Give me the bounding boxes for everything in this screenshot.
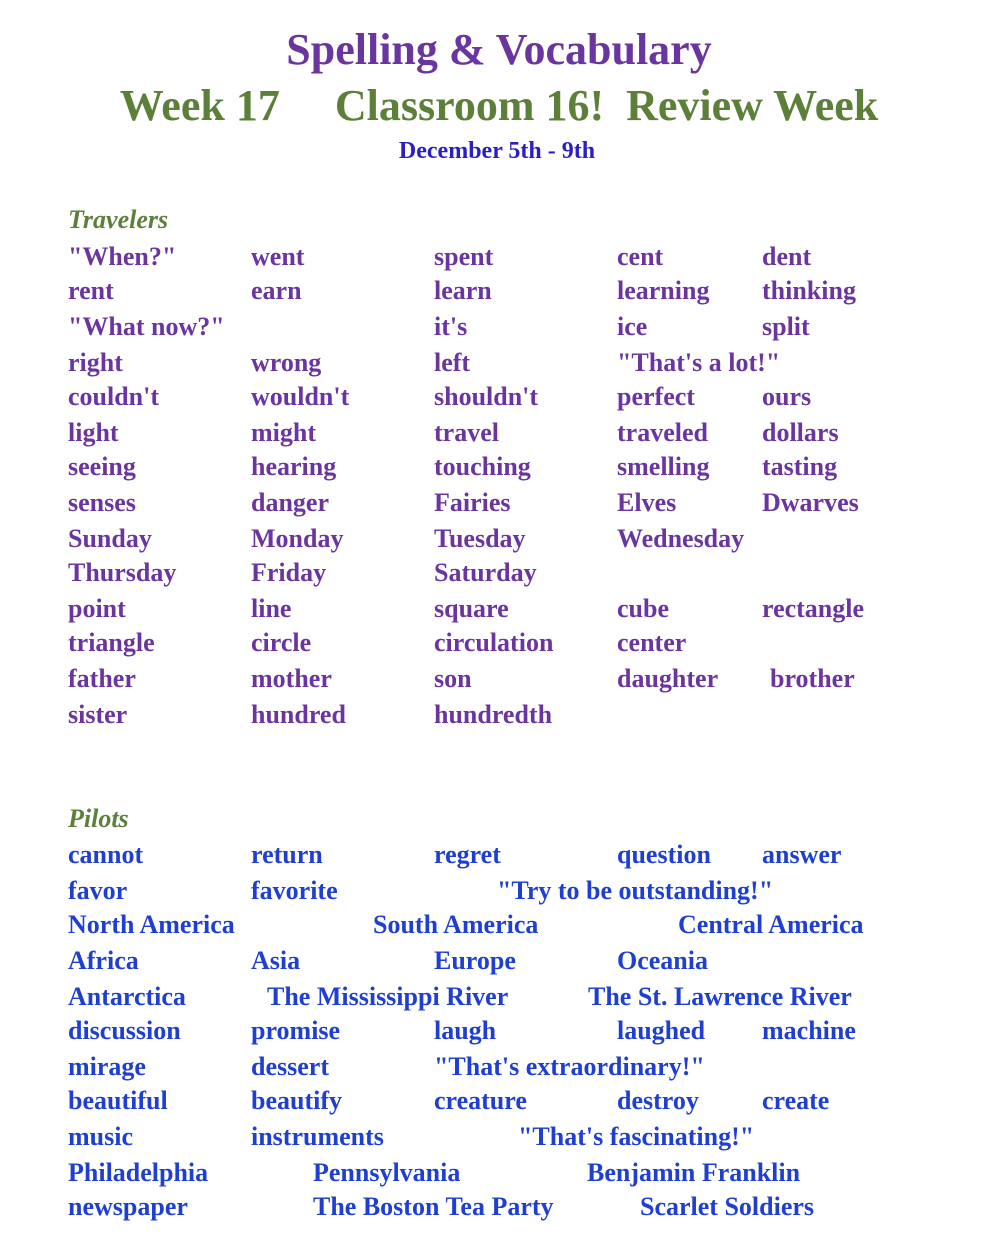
vocab-word: hundred — [251, 700, 346, 729]
vocab-word: create — [762, 1086, 830, 1115]
vocab-word: Central America — [678, 910, 864, 939]
vocab-word: beautiful — [68, 1086, 168, 1115]
vocab-word: dollars — [762, 418, 839, 447]
vocab-word: center — [617, 628, 687, 657]
vocab-word: went — [251, 242, 305, 271]
vocab-word: touching — [434, 452, 531, 481]
vocab-word: it's — [434, 312, 468, 341]
vocab-word: mother — [251, 664, 332, 693]
vocab-word: Benjamin Franklin — [587, 1158, 801, 1187]
vocab-word: Philadelphia — [68, 1158, 209, 1187]
vocab-word: couldn't — [68, 382, 160, 411]
vocab-word: "That's a lot!" — [617, 348, 781, 377]
vocab-word: favorite — [251, 876, 338, 905]
vocab-word: South America — [373, 910, 539, 939]
vocab-word: point — [68, 594, 126, 623]
vocab-word: left — [434, 348, 471, 377]
vocab-word: discussion — [68, 1016, 181, 1045]
page-title: Spelling & Vocabulary — [286, 25, 712, 74]
vocab-word: seeing — [68, 452, 136, 481]
vocab-word: Wednesday — [617, 524, 745, 553]
vocab-word: light — [68, 418, 119, 447]
vocab-word: daughter — [617, 664, 719, 693]
vocab-word: wrong — [251, 348, 322, 377]
vocab-word: circulation — [434, 628, 554, 657]
vocab-word: music — [68, 1122, 133, 1151]
vocab-word: Africa — [68, 946, 139, 975]
vocab-word: The Boston Tea Party — [313, 1192, 554, 1221]
vocab-word: line — [251, 594, 292, 623]
vocab-word: hundredth — [434, 700, 553, 729]
section-label-pilots: Pilots — [68, 804, 129, 833]
vocab-word: travel — [434, 418, 499, 447]
vocab-word: cent — [617, 242, 664, 271]
vocab-word: learning — [617, 276, 710, 305]
date-range: December 5th - 9th — [398, 138, 596, 164]
vocab-word: "Try to be outstanding!" — [497, 876, 774, 905]
vocab-word: rectangle — [762, 594, 865, 623]
vocab-word: Asia — [251, 946, 301, 975]
vocab-word: son — [434, 664, 472, 693]
vocab-word: beautify — [251, 1086, 342, 1115]
vocab-word: Europe — [434, 946, 516, 975]
vocab-word: dessert — [251, 1052, 329, 1081]
vocab-word: instruments — [251, 1122, 384, 1151]
vocab-word: rent — [68, 276, 114, 305]
week-subtitle: Week 17 Classroom 16! Review Week — [119, 81, 879, 130]
vocab-word: brother — [770, 664, 855, 693]
vocab-word: circle — [251, 628, 312, 657]
vocab-word: Pennsylvania — [313, 1158, 461, 1187]
vocab-word: favor — [68, 876, 128, 905]
vocab-word: Antarctica — [68, 982, 186, 1011]
vocab-word: regret — [434, 840, 501, 869]
vocab-word: return — [251, 840, 323, 869]
vocab-word: Elves — [617, 488, 677, 517]
vocab-word: earn — [251, 276, 302, 305]
vocab-word: ice — [617, 312, 648, 341]
vocab-word: sister — [68, 700, 128, 729]
vocab-word: thinking — [762, 276, 856, 305]
vocab-word: "That's extraordinary!" — [434, 1052, 705, 1081]
vocab-word: Sunday — [68, 524, 152, 553]
vocab-word: learn — [434, 276, 492, 305]
vocab-word: triangle — [68, 628, 155, 657]
vocab-word: might — [251, 418, 316, 447]
vocab-word: cannot — [68, 840, 144, 869]
vocab-word: mirage — [68, 1052, 146, 1081]
vocab-word: Monday — [251, 524, 344, 553]
vocab-word: smelling — [617, 452, 710, 481]
vocab-word: creature — [434, 1086, 527, 1115]
vocab-word: laughed — [617, 1016, 706, 1045]
vocab-word: "When?" — [68, 242, 177, 271]
vocab-word: tasting — [762, 452, 838, 481]
vocab-word: right — [68, 348, 123, 377]
vocab-word: square — [434, 594, 509, 623]
vocab-word: traveled — [617, 418, 708, 447]
vocab-word: father — [68, 664, 136, 693]
vocab-word: promise — [251, 1016, 341, 1045]
vocab-word: newspaper — [68, 1192, 188, 1221]
vocab-word: ours — [762, 382, 812, 411]
vocab-word: machine — [762, 1016, 856, 1045]
vocab-word: answer — [762, 840, 842, 869]
vocab-word: dent — [762, 242, 812, 271]
vocab-word: danger — [251, 488, 329, 517]
vocab-word: "That's fascinating!" — [518, 1122, 755, 1151]
vocab-word: destroy — [617, 1086, 699, 1115]
vocab-word: laugh — [434, 1016, 497, 1045]
vocab-word: shouldn't — [434, 382, 539, 411]
vocab-word: split — [762, 312, 810, 341]
vocab-word: Tuesday — [434, 524, 526, 553]
vocab-word: perfect — [617, 382, 695, 411]
vocab-word: Saturday — [434, 558, 537, 587]
vocab-word: The St. Lawrence River — [588, 982, 852, 1011]
vocab-word: Oceania — [617, 946, 708, 975]
vocab-word: hearing — [251, 452, 337, 481]
vocab-word: spent — [434, 242, 494, 271]
vocab-word: question — [617, 840, 711, 869]
vocab-word: "What now?" — [68, 312, 225, 341]
section-label-travelers: Travelers — [68, 205, 169, 234]
vocab-word: wouldn't — [251, 382, 350, 411]
vocab-word: senses — [68, 488, 136, 517]
vocab-word: The Mississippi River — [267, 982, 509, 1011]
vocab-word: Friday — [251, 558, 327, 587]
vocab-word: Scarlet Soldiers — [640, 1192, 815, 1221]
vocab-word: Dwarves — [762, 488, 859, 517]
vocab-word: Thursday — [68, 558, 177, 587]
vocab-word: North America — [68, 910, 235, 939]
vocab-word: Fairies — [434, 488, 511, 517]
vocab-word: cube — [617, 594, 669, 623]
